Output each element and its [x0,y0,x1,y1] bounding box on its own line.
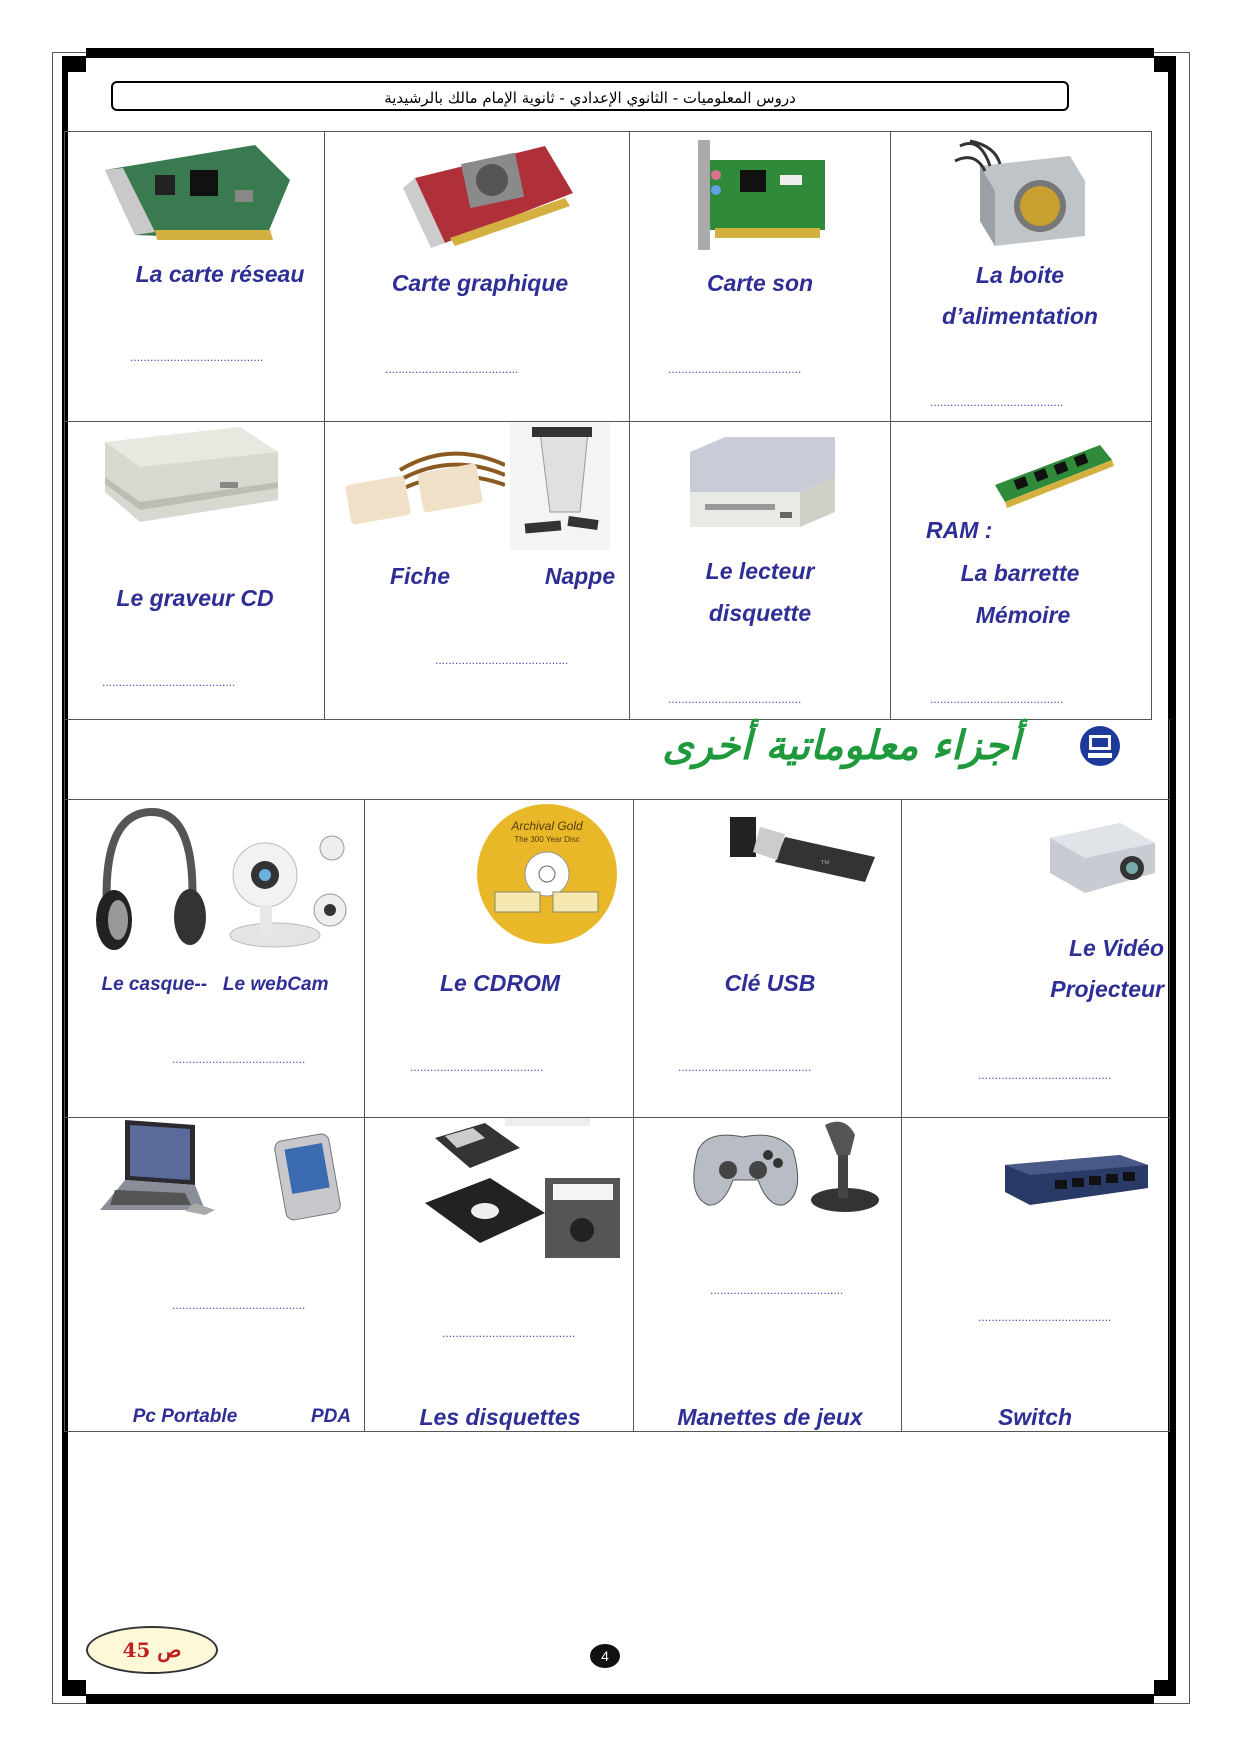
gamepad-image [688,1125,803,1210]
dots-cdrom: ........................................ [410,1060,544,1074]
label-projector-line2: Projecteur [1050,976,1164,1002]
section2-title: أجزاء معلوماتية أخرى [662,722,1020,769]
dots-usb-key: ........................................ [678,1060,812,1074]
label-network-card: La carte réseau [135,261,305,287]
dots-laptop-pda: ........................................ [172,1298,306,1312]
dots-ram: ........................................ [930,692,1064,706]
page-header [111,81,1069,111]
frame-corner-bl [62,1680,86,1696]
ribbon-cable-image [510,422,610,550]
dots-graphics-card: ........................................ [385,362,519,376]
laptop-image [95,1115,215,1230]
computer-icon [1078,724,1122,768]
cdrom-print-line1: Archival Gold [511,819,583,833]
cdrom-disc-image [475,802,620,947]
label-sound-card: Carte son [706,270,814,296]
label-plug: Fiche [389,563,451,589]
dots-floppy-disks: ........................................ [442,1326,576,1340]
label-gamepads: Manettes de jeux [677,1404,863,1430]
label-headset-webcam: Le casque-- Le webCam [101,974,329,995]
frame-corner-tl [62,56,86,72]
label-pda: PDA [310,1406,352,1427]
label-cd-burner: Le graveur CD [116,585,274,611]
dots-floppy-drive: ........................................ [668,692,802,706]
label-switch: Switch [997,1404,1073,1430]
header-title: دروس المعلوميات - الثانوي الإعدادي - ثانوية الإمام مالك بالرشيدية [384,89,796,107]
power-supply-image [950,136,1090,246]
label-projector-line1: Le Vidéo [1069,935,1164,961]
graphics-card-image [395,138,575,248]
label-ribbon-cable: Nappe [544,563,616,589]
joystick-image [805,1120,885,1215]
sound-card-image [690,140,830,250]
label-floppy-drive-line2: disquette [708,600,812,626]
page-number: 4 [590,1644,620,1668]
label-power-supply-line1: La boite [975,262,1065,288]
dots-network-card: ........................................ [130,350,264,364]
webcam-image [220,830,355,950]
pda-image [270,1132,350,1222]
label-usb-key: Clé USB [724,970,816,996]
page-badge: ص 45 [86,1626,218,1674]
label-power-supply-line2: d’alimentation [942,303,1098,329]
dots-gamepads: ........................................ [710,1283,844,1297]
frame-bar-top [86,48,1154,58]
label-cdrom: Le CDROM [439,970,561,996]
switch-image [1000,1150,1150,1210]
label-floppy-drive-line1: Le lecteur [705,558,815,584]
svg-text:™: ™ [820,859,830,870]
dots-cd-burner: ........................................ [102,675,236,689]
dots-projector: ........................................ [978,1068,1112,1082]
network-card-image [95,140,295,245]
label-laptop: Pc Portable [132,1406,238,1427]
ram-module-image [990,440,1115,510]
label-ram-title: RAM : [926,517,993,543]
floppy-disks-image [415,1118,625,1268]
label-graphics-card: Carte graphique [391,270,569,296]
dots-sound-card: ........................................ [668,362,802,376]
cdrom-print-line2: The 300 Year Disc [514,835,580,844]
frame-bar-bottom [86,1694,1154,1704]
floppy-drive-image [690,432,835,527]
cd-burner-image [100,422,280,527]
dots-headset-webcam: ........................................ [172,1052,306,1066]
power-plug-image [340,440,505,530]
label-ram-line2: Mémoire [975,602,1071,628]
headset-image [92,802,207,952]
frame-corner-tr [1154,56,1176,72]
frame-corner-br [1154,1680,1176,1696]
dots-switch: ........................................ [978,1310,1112,1324]
projector-image [1040,818,1160,898]
dots-plug-cable: ........................................ [435,653,569,667]
label-floppy-disks: Les disquettes [419,1404,581,1430]
label-ram-line1: La barrette [960,560,1080,586]
usb-key-image [725,812,885,892]
dots-power-supply: ........................................ [930,395,1064,409]
